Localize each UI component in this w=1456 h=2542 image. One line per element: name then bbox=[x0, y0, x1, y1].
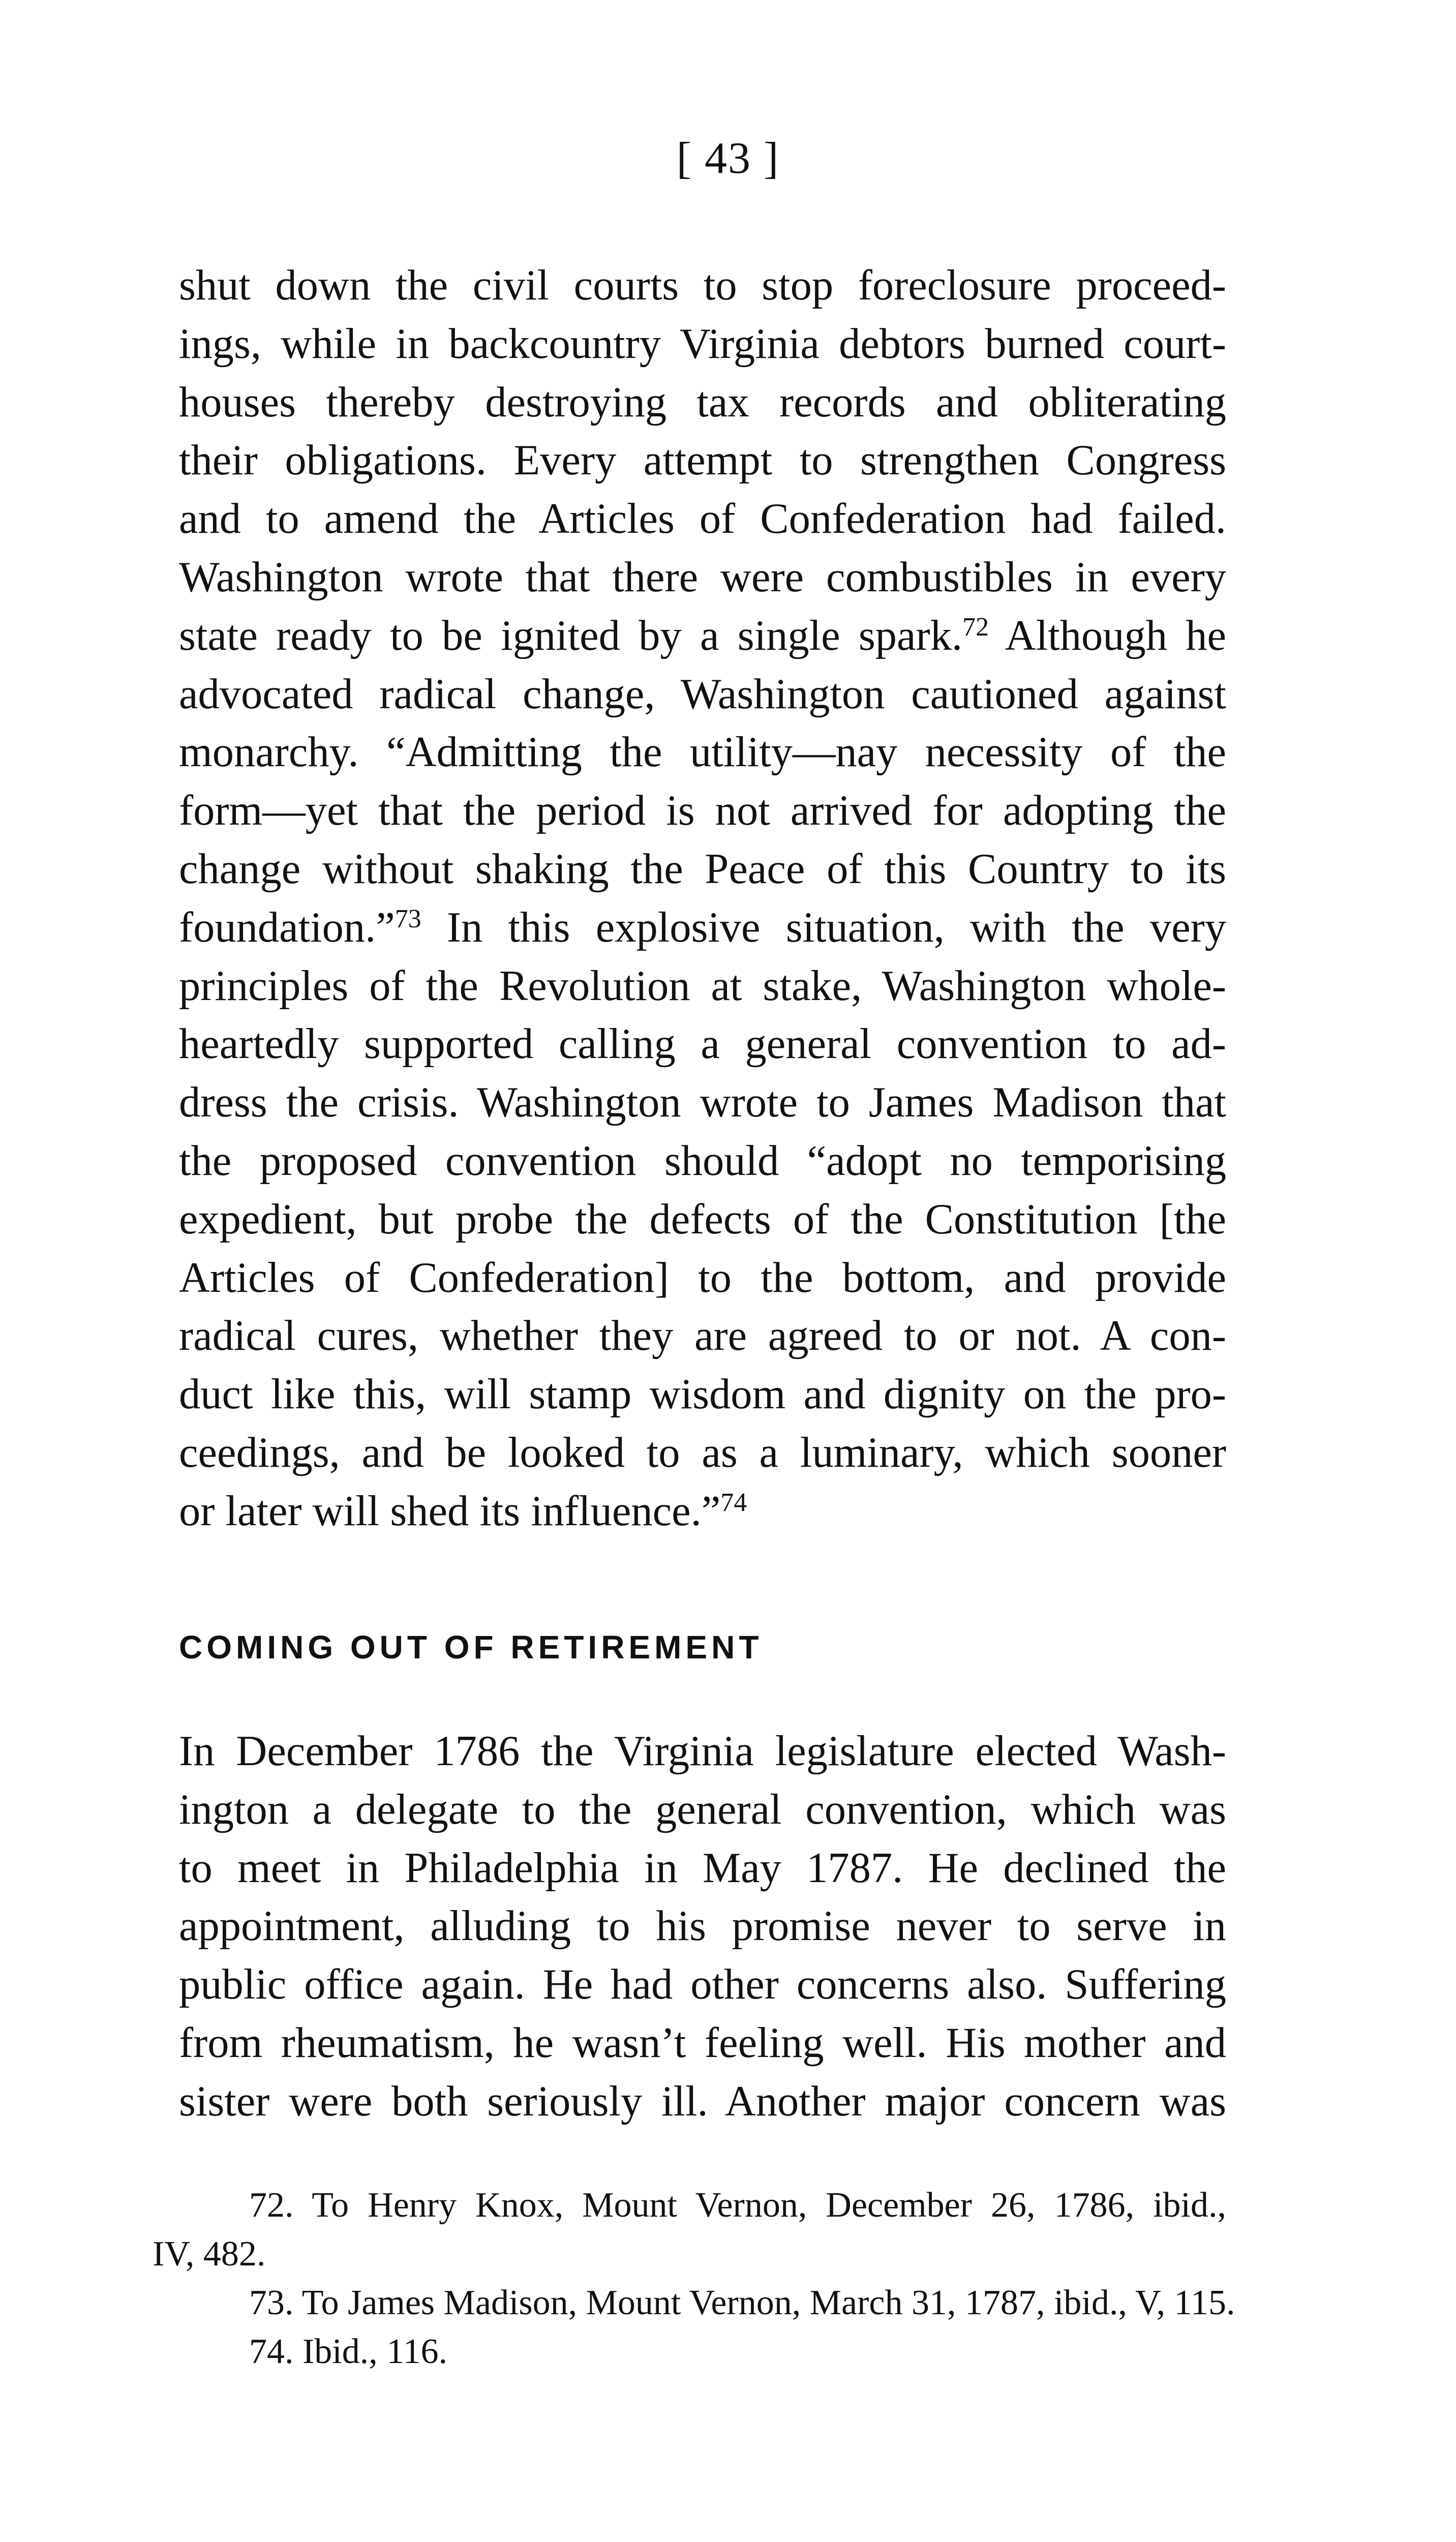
text-line: to meet in Philadelphia in May 1787. He declined the bbox=[179, 1844, 1226, 1892]
footnote-ref-72: 72 bbox=[962, 612, 989, 642]
text-line bbox=[179, 1482, 1226, 1541]
text-segment: or later will shed its influence.” bbox=[179, 1487, 721, 1535]
footnote-ref-74: 74 bbox=[720, 1488, 747, 1517]
footnote-74: 74. Ibid., 116. bbox=[249, 2332, 448, 2371]
text-line: ings, while in backcountry Virginia debtors burned court- bbox=[179, 320, 1226, 368]
text-line: In December 1786 the Virginia legislature elected Wash- bbox=[179, 1728, 1226, 1775]
text-line bbox=[179, 899, 1226, 957]
text-line: dress the crisis. Washington wrote to James Madison that bbox=[179, 1079, 1226, 1127]
text-line: expedient, but probe the defects of the Constitution [the bbox=[179, 1195, 1226, 1243]
text-line: form—yet that the period is not arrived for adopting the bbox=[179, 787, 1226, 835]
text-segment: foundation.” bbox=[179, 903, 395, 951]
text-line: Articles of Confederation] to the bottom, and provide bbox=[179, 1254, 1226, 1302]
text-segment: Although he bbox=[989, 612, 1226, 659]
text-line: appointment, alluding to his promise never to serve in bbox=[179, 1902, 1226, 1950]
text-line: Washington wrote that there were combustibles in every bbox=[179, 553, 1226, 601]
text-line: duct like this, will stamp wisdom and dignity on the pro- bbox=[179, 1371, 1226, 1418]
text-line: from rheumatism, he wasn’t feeling well. His mother and bbox=[179, 2019, 1226, 2067]
text-line: public office again. He had other concerns also. Suffering bbox=[179, 1961, 1226, 2009]
text-line: monarchy. “Admitting the utility—nay necessity of the bbox=[179, 729, 1226, 776]
page-number: [ 43 ] bbox=[676, 134, 780, 183]
text-line: their obligations. Every attempt to strengthen Congress bbox=[179, 437, 1226, 485]
text-line: sister were both seriously ill. Another major concern was bbox=[179, 2077, 1226, 2125]
body-paragraph-1 bbox=[179, 257, 1226, 1541]
body-paragraph-2 bbox=[179, 1722, 1226, 2131]
footnotes bbox=[153, 2181, 1235, 2376]
text-line: ceedings, and be looked to as a luminary, which sooner bbox=[179, 1429, 1226, 1476]
text-segment: In this explosive situation, with the very bbox=[421, 903, 1226, 951]
text-line: houses thereby destroying tax records and obliterating bbox=[179, 378, 1226, 426]
section-heading: COMING OUT OF RETIREMENT bbox=[179, 1629, 763, 1666]
footnote-ref-73: 73 bbox=[395, 904, 421, 933]
text-line: ington a delegate to the general convention, which was bbox=[179, 1786, 1226, 1833]
text-line: principles of the Revolution at stake, Washington whole- bbox=[179, 962, 1226, 1010]
text-segment: state ready to be ignited by a single spark. bbox=[179, 612, 963, 659]
footnote-72: 72. To Henry Knox, Mount Vernon, December 26, 1786, ibid., bbox=[249, 2186, 1226, 2225]
text-line: the proposed convention should “adopt no temporising bbox=[179, 1137, 1226, 1185]
footnote-73: 73. To James Madison, Mount Vernon, March 31, 1787, ibid., V, 115. bbox=[249, 2283, 1235, 2322]
text-line: radical cures, whether they are agreed to or not. A con- bbox=[179, 1312, 1226, 1360]
footnote-72-continuation: IV, 482. bbox=[153, 2234, 266, 2274]
text-line: advocated radical change, Washington cautioned against bbox=[179, 670, 1226, 718]
text-line bbox=[179, 607, 1226, 665]
text-line: heartedly supported calling a general convention to ad- bbox=[179, 1020, 1226, 1068]
text-line: and to amend the Articles of Confederation had failed. bbox=[179, 495, 1226, 543]
text-line: change without shaking the Peace of this Country to its bbox=[179, 845, 1226, 893]
text-line: shut down the civil courts to stop foreclosure proceed- bbox=[179, 262, 1226, 309]
